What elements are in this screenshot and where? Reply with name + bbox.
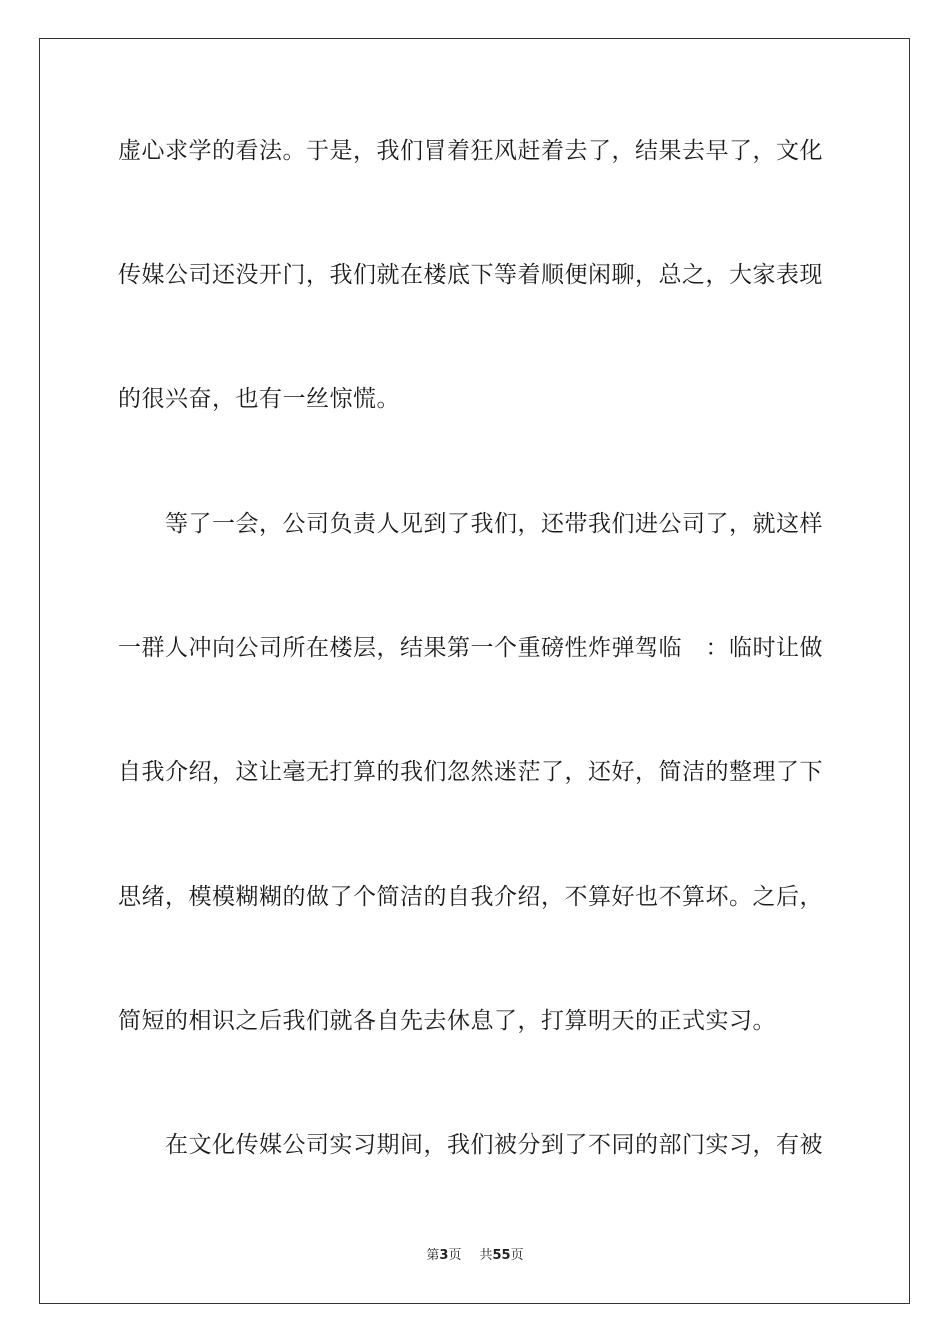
page-footer bbox=[0, 1247, 950, 1265]
text-line-6: 自我介绍，这让毫无打算的我们忽然迷茫了，还好，简洁的整理了下 bbox=[118, 759, 823, 785]
text-line-8: 简短的相识之后我们就各自先去休息了，打算明天的正式实习。 bbox=[118, 1008, 776, 1034]
page-label-suffix: 页 bbox=[448, 1248, 462, 1263]
text-line-5: 一群人冲向公司所在楼层，结果第一个重磅性炸弹驾临 ：临时让做 bbox=[118, 635, 823, 661]
total-label-prefix: 共 bbox=[479, 1248, 493, 1263]
total-label-suffix: 页 bbox=[510, 1248, 524, 1263]
page-number-total: 55 bbox=[492, 1248, 511, 1263]
text-line-7: 思绪，模模糊糊的做了个简洁的自我介绍，不算好也不算坏。之后， bbox=[118, 884, 823, 910]
page-label-prefix: 第 bbox=[426, 1248, 440, 1263]
text-line-4: 等了一会，公司负责人见到了我们，还带我们进公司了，就这样 bbox=[165, 511, 823, 537]
text-line-9: 在文化传媒公司实习期间，我们被分到了不同的部门实习，有被 bbox=[165, 1132, 823, 1158]
text-line-2: 传媒公司还没开门，我们就在楼底下等着顺便闲聊，总之，大家表现 bbox=[118, 262, 823, 288]
page-border bbox=[39, 38, 910, 1304]
text-line-3: 的很兴奋，也有一丝惊慌。 bbox=[118, 386, 400, 412]
page-number-current: 3 bbox=[439, 1248, 449, 1263]
text-line-1: 虚心求学的看法。于是，我们冒着狂风赶着去了，结果去早了，文化 bbox=[118, 138, 823, 164]
